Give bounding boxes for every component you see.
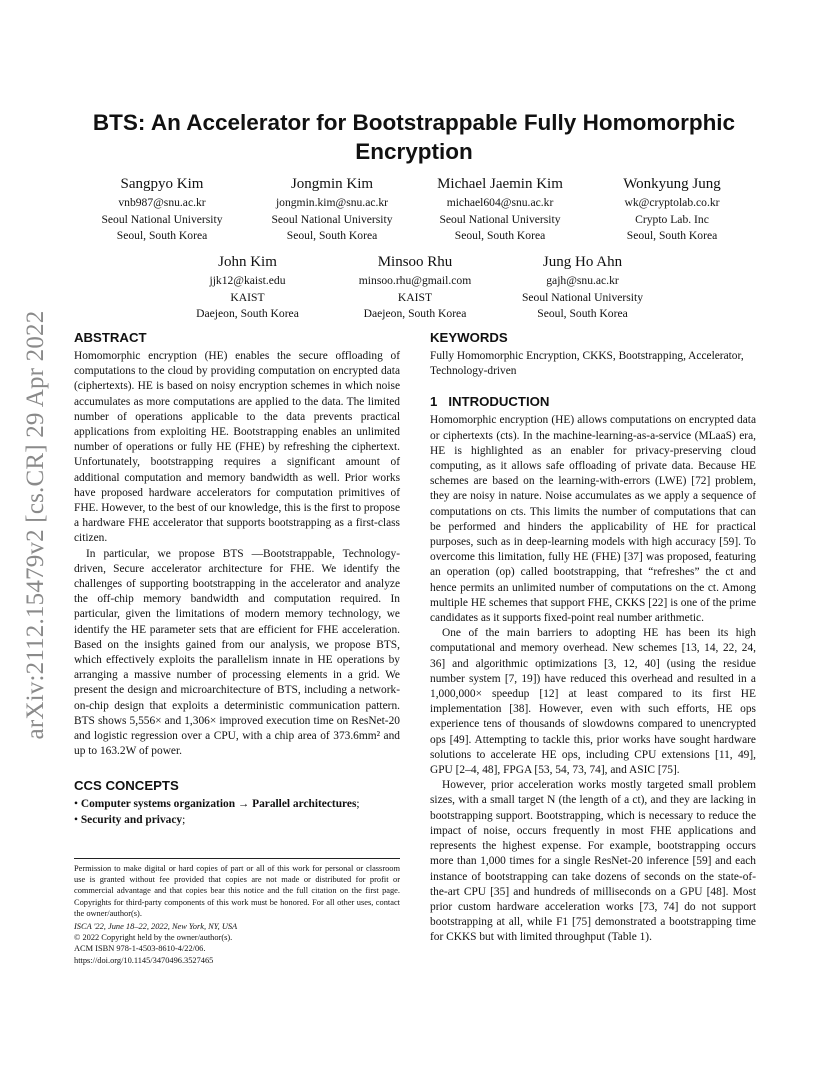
author-block — [330, 252, 500, 323]
left-column — [74, 329, 400, 828]
intro-paragraph-1: Homomorphic encryption (HE) allows computations on encrypted data or ciphertexts (cts). In the machine-learning-as-a-service (MLaaS) era, HE is highlighted as an enabler for privacy-preserving cloud computing, as it allows safe offloading of private data. Because HE schemes are based on the learning-with-errors (LWE) [72] problem, they are noisy in nature. Noise accumulates as we apply a sequence of computations on cts. This limits the number of computations that can be performed and hinders the applicability of HE for practical purposes, such as in deep-learning models with high accuracy [59]. To overcome this limitation, fully HE (FHE) [37] was proposed, featuring an operation (op) called bootstrapping, that “refreshes” the ct and hence permits an unlimited number of computations on the ct. Among multiple HE schemes that support FHE, CKKS [22] is one of the prime candidates as it supports fixed-point real number arithmetic. — [430, 414, 756, 625]
author-name: Jung Ho Ahn — [542, 254, 623, 270]
author-email[interactable]: jongmin.kim@snu.ac.kr — [275, 196, 389, 209]
author-affiliation: KAIST — [230, 290, 265, 304]
abstract-heading: ABSTRACT — [74, 330, 147, 345]
abstract-paragraph-2: In particular, we propose BTS —Bootstrappable, Technology-driven, Secure accelerator architecture for FHE. We identify the challenges of supporting bootstrapping in the accelerator and analyze the off-chip memory bandwidth and computation required. In particular, given the limitations of modern memory technology, we identify the HE parameter sets that are efficient for FHE acceleration. Based on the insights gained from our analysis, we propose BTS, which effectively exploits the parallelism innate in HE operations by arranging a massive number of processing elements in a grid. We present the design and microarchitecture of BTS, including a network-on-chip design that exploits a deterministic communication pattern. BTS shows 5,556× and 1,306× improved execution time on ResNet-20 and logistic regression over a CPU, with a chip area of 373.6mm² and up to 163.2W of power. — [74, 547, 400, 758]
permission-notice: Permission to make digital or hard copies of part or all of this work for personal or classroom use is granted without fee provided that copies are not made or distributed for profit or commercial advantage and that copies bear this notice and the full citation on the first page. Copyrights for third-party components of this work must be honored. For all other uses, contact the owner/author(s). — [74, 864, 400, 918]
keywords-heading: KEYWORDS — [430, 330, 508, 345]
author-location: Seoul, South Korea — [537, 307, 628, 320]
author-email[interactable]: gajh@snu.ac.kr — [546, 274, 619, 287]
author-location: Daejeon, South Korea — [196, 307, 299, 320]
ccs-heading: CCS CONCEPTS — [74, 778, 179, 794]
author-email[interactable]: vnb987@snu.ac.kr — [118, 196, 206, 209]
isbn: ACM ISBN 978-1-4503-8610-4/22/06. — [74, 944, 206, 954]
author-block — [588, 174, 756, 245]
ccs-concept-2: • Security and privacy; — [74, 813, 186, 826]
venue: ISCA '22, June 18–22, 2022, New York, NY, USA — [74, 922, 238, 932]
arxiv-identifier: arXiv:2112.15479v2 [cs.CR] 29 Apr 2022 — [22, 310, 49, 740]
introduction-heading: 1 INTRODUCTION — [430, 394, 550, 410]
author-name: Wonkyung Jung — [623, 176, 721, 192]
intro-paragraph-3: However, prior acceleration works mostly targeted small problem sizes, with a small target N (the length of a ct), and they are lacking in bootstrapping support. Bootstrapping, which is necessary to reduce the impact of noise, occurs frequently in most FHE applications and represents the highest expense. For example, bootstrapping occurs more than 1,000 times for a single ResNet-20 inference [59] and each instance of bootstrapping can take dozens of seconds on the state-of-the-art CPU [35] and hundreds of milliseconds on a GPU [48]. Most prior custom hardware acceleration works [73, 74] do not support bootstrapping at all, while F1 [75] demonstrated a bootstrapping time for CKKS but with limited throughput (Table 1). — [430, 779, 756, 944]
author-affiliation: Seoul National University — [101, 212, 223, 226]
ccs-concept-text: Security and privacy — [80, 813, 183, 826]
author-affiliation: KAIST — [397, 290, 433, 304]
author-location: Seoul, South Korea — [454, 229, 546, 242]
ccs-concept-punct: ; — [356, 798, 360, 811]
footnote-rule — [74, 858, 400, 859]
author-affiliation: Crypto Lab. Inc — [635, 212, 709, 226]
author-name: Minsoo Rhu — [377, 254, 453, 270]
author-affiliation: Seoul National University — [521, 290, 644, 304]
keywords-text: Fully Homomorphic Encryption, CKKS, Bootstrapping, Accelerator, Technology-driven — [430, 350, 744, 378]
author-block — [252, 174, 412, 245]
author-name: Sangpyo Kim — [120, 176, 204, 192]
author-block — [72, 174, 252, 245]
right-column — [430, 329, 756, 946]
author-location: Seoul, South Korea — [626, 229, 718, 242]
intro-paragraph-2: One of the main barriers to adopting HE has been its high computational and memory overhead. New schemes [13, 14, 22, 24, 36] and algorithmic optimizations [3, 12, 40] (using the residue number system [7, 19]) have reduced this overhead and resulted in a 1,000,000× speedup [12] at least compared to its first HE implementation [38]. However, even with such efforts, HE ops experience tens of thousands of slowdowns compared to unencrypted ops [49]. Attempting to tackle this, prior works have sought hardware solutions to accelerate HE ops, including CPU extensions [11, 49], GPU [2–4, 48], FPGA [53, 54, 73, 74], and ASIC [75]. — [430, 627, 756, 777]
author-affiliation: Seoul National University — [439, 212, 561, 226]
author-email[interactable]: minsoo.rhu@gmail.com — [358, 274, 472, 287]
author-location: Seoul, South Korea — [286, 229, 378, 242]
author-location: Daejeon, South Korea — [363, 307, 467, 320]
author-name: Michael Jaemin Kim — [437, 176, 563, 192]
copyright-line: © 2022 Copyright held by the owner/author(s). — [74, 933, 233, 943]
author-name: John Kim — [218, 254, 277, 270]
author-location: Seoul, South Korea — [116, 229, 208, 242]
author-block — [500, 252, 665, 323]
copyright-footnote — [74, 858, 400, 966]
author-block — [165, 252, 330, 323]
abstract-paragraph-1: Homomorphic encryption (HE) enables the secure offloading of computations to the cloud by providing computation on encrypted data (ciphertexts). HE is based on noisy encryption schemes in which noise accumulates as more computations are applied to the data. The limited number of operations applicable to the data prevents practical applications from exploiting HE. Bootstrapping enables an unlimited number of operations or fully HE (FHE) by refreshing the ciphertext. Unfortunately, bootstrapping requires a significant amount of additional computation and memory bandwidth as well. Prior works have proposed hardware accelerators for computation primitives of FHE. However, to the best of our knowledge, this is the first to propose a hardware FHE accelerator that supports bootstrapping as a first-class citizen. — [74, 350, 400, 545]
paper-title: BTS: An Accelerator for Bootstrappable Fully Homomorphic Encryption — [92, 110, 736, 164]
author-name: Jongmin Kim — [290, 176, 374, 192]
author-email[interactable]: jjk12@kaist.edu — [209, 274, 286, 287]
doi-link[interactable]: https://doi.org/10.1145/3470496.3527465 — [74, 955, 214, 965]
authors-row-2 — [165, 252, 665, 323]
author-email[interactable]: wk@cryptolab.co.kr — [624, 196, 720, 209]
author-block — [412, 174, 588, 245]
author-email[interactable]: michael604@snu.ac.kr — [446, 196, 554, 209]
authors-row-1 — [72, 174, 756, 245]
ccs-concept-text: Computer systems organization → Parallel architectures — [80, 798, 357, 811]
ccs-concept-punct: ; — [182, 813, 186, 826]
ccs-concept-1: • Computer systems organization → Parallel architectures; — [74, 798, 360, 811]
author-affiliation: Seoul National University — [271, 212, 393, 226]
